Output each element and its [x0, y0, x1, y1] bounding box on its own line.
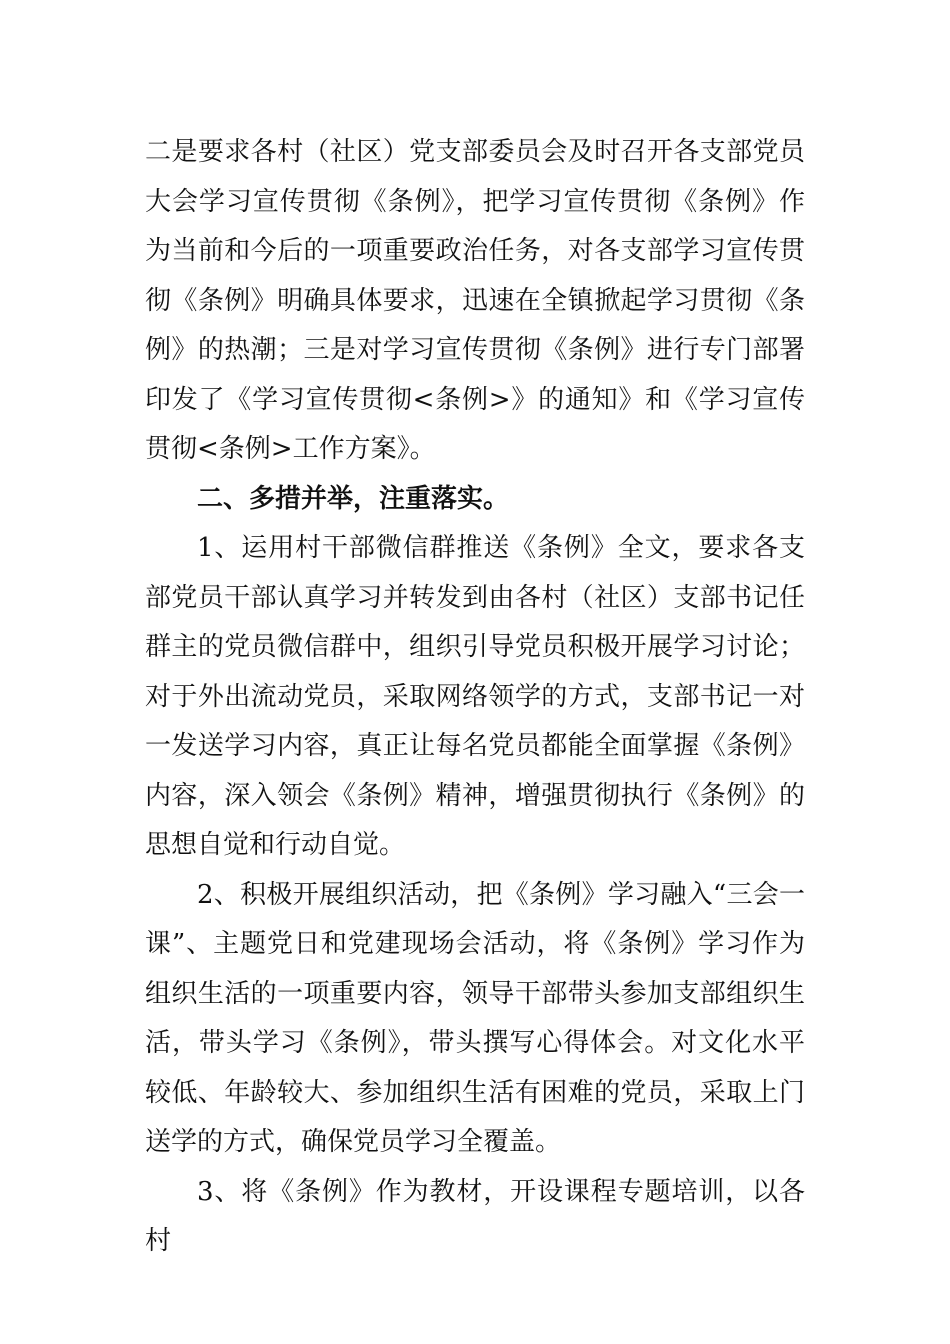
- paragraph-3: 2、积极开展组织活动，把《条例》学习融入“三会一课”、主题党日和党建现场会活动，将《条例》学习作为组织生活的一项重要内容，领导干部带头参加支部组织生活，带头学习《条例》，带头撰写心得体会。对文化水平较低、年龄较大、参加组织生活有困难的党员，采取上门送学的方式，确保党员学习全覆盖。: [145, 879, 805, 1157]
- document-body: [145, 128, 805, 1267]
- paragraph-2: 1、运用村干部微信群推送《条例》全文，要求各支部党员干部认真学习并转发到由各村（社区）支部书记任群主的党员微信群中，组织引导党员积极开展学习讨论；对于外出流动党员，采取网络领学的方式，支部书记一对一发送学习内容，真正让每名党员都能全面掌握《条例》内容，深入领会《条例》精神，增强贯彻执行《条例》的思想自觉和行动自觉。: [145, 533, 805, 860]
- paragraph-4: 3、将《条例》作为教材，开设课程专题培训，以各村: [145, 1176, 805, 1256]
- section-heading: 二、多措并举，注重落实。: [197, 483, 510, 514]
- paragraph-1: 二是要求各村（社区）党支部委员会及时召开各支部党员大会学习宣传贯彻《条例》，把学习宣传贯彻《条例》作为当前和今后的一项重要政治任务，对各支部学习宣传贯彻《条例》明确具体要求，迅速在全镇掀起学习贯彻《条例》的热潮；三是对学习宣传贯彻《条例》进行专门部署印发了《学习宣传贯彻<条例>》的通知》和《学习宣传贯彻<条例>工作方案》。: [145, 137, 805, 464]
